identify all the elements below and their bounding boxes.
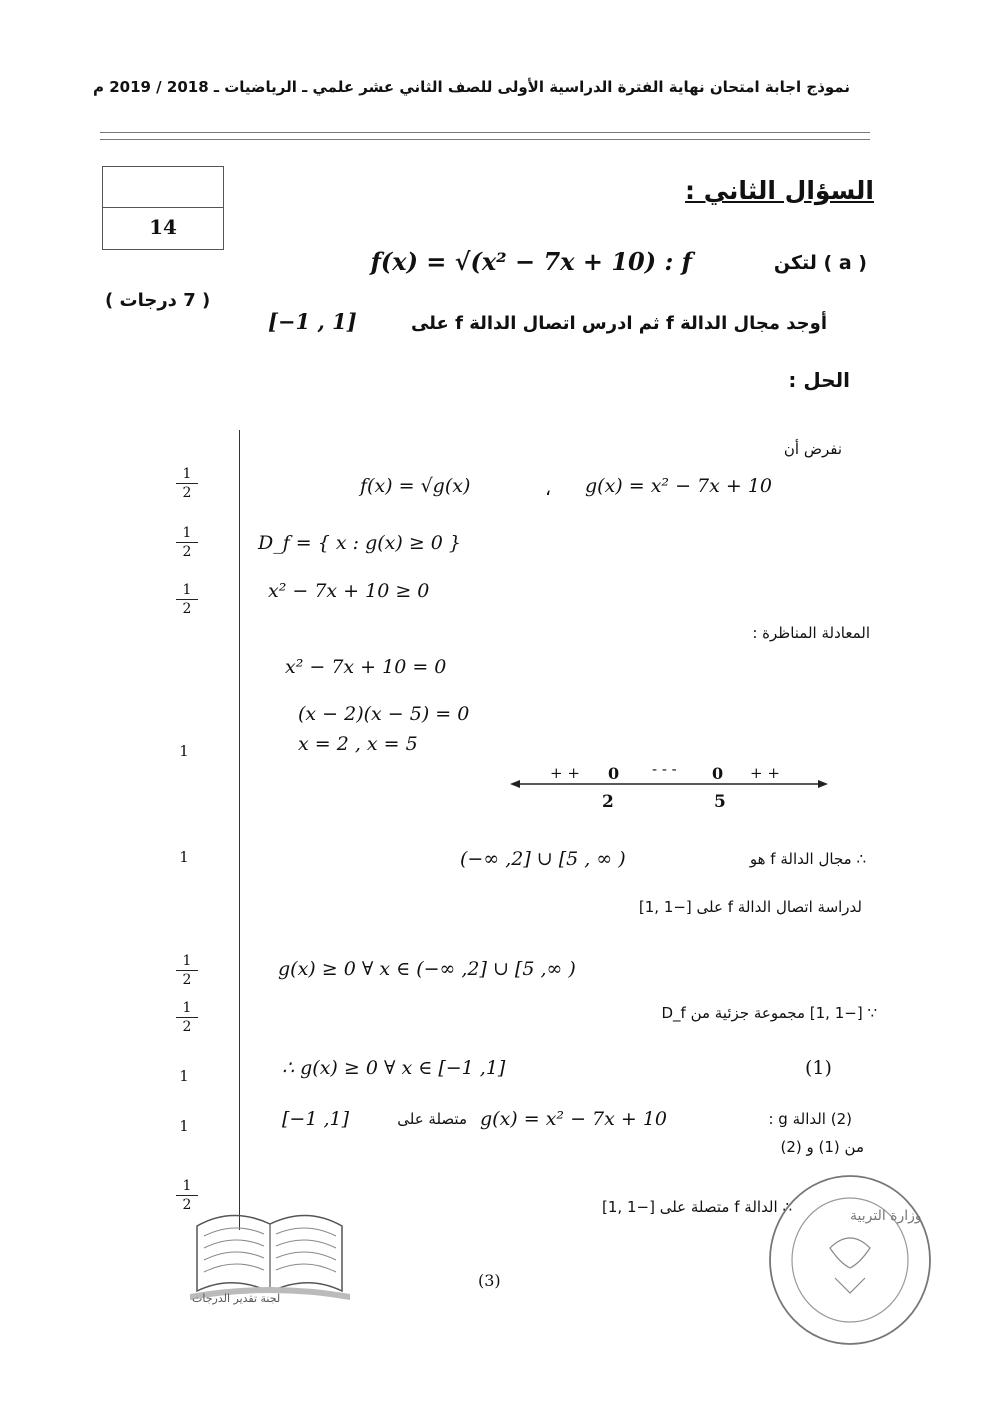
solution-line6: x = 2 , x = 5 [298,733,418,755]
solution-domain-value: (−∞ ,2] ∪ [5 , ∞ ) [460,848,626,870]
question-points: ( 7 درجات ) [105,290,211,311]
sign-zero-2: 0 [712,764,724,783]
sign-zero-1: 0 [608,764,620,783]
mark-one: 1 [179,1067,189,1085]
solution-domain-text: ∴ مجال الدالة f هو [749,850,866,868]
tick-label-5: 5 [714,792,726,812]
mark-one: 1 [179,742,189,760]
question-part-label: ( a ) لتكن [773,252,867,274]
solution-line9-label: (2) الدالة g : [768,1110,852,1128]
solution-line5: (x − 2)(x − 5) = 0 [298,703,470,725]
mark-half: 1 2 [176,1000,198,1035]
sign-left: + + [550,764,580,782]
solution-conclusion: ∴ الدالة f متصلة على [−1 ,1] [602,1198,792,1216]
page-number: (3) [478,1271,501,1290]
solution-line1-sep: ، [545,478,552,500]
mark-one: 1 [179,848,189,866]
right-stamp-text: وزارة التربية [850,1208,922,1224]
mark-one: 1 [179,1117,189,1135]
solution-line1-right: g(x) = x² − 7x + 10 [585,475,773,497]
mark-half: 1 2 [176,525,198,560]
right-stamp [760,1168,935,1348]
question-task-interval: [−1 , 1] [268,309,357,334]
header-divider [100,132,870,140]
solution-label: الحل : [788,368,850,392]
mark-box-divider [103,207,223,208]
left-stamp-text: لجنة تقدير الدرجات [192,1292,281,1305]
question-task-text: أوجد مجال الدالة f ثم ادرس اتصال الدالة f على [410,313,827,334]
mark-half: 1 2 [176,466,198,501]
sign-middle: - - - [652,760,677,778]
left-stamp [182,1196,357,1316]
mark-half: 1 2 [176,1178,198,1213]
mark-half: 1 2 [176,582,198,617]
header-title: نموذج اجابة امتحان نهاية الفترة الدراسية الأولى للصف الثاني عشر علمي ـ الرياضيات ـ 2018 / 2019 م [92,78,850,96]
ministry-seal-icon [760,1168,935,1348]
solution-line8-number: (1) [805,1057,832,1079]
solution-line9-function: g(x) = x² − 7x + 10 [480,1108,668,1130]
solution-line4: x² − 7x + 10 = 0 [285,656,447,678]
solution-line3: x² − 7x + 10 ≥ 0 [268,580,430,602]
solution-line7: g(x) ≥ 0 ∀ x ∈ (−∞ ,2] ∪ [5 ,∞ ) [278,958,576,980]
mark-box-score: 14 [149,215,177,239]
sign-right: + + [750,764,780,782]
question-title: السؤال الثاني : [685,176,874,205]
mark-box [102,166,224,250]
marks-divider-line [239,430,240,1230]
sign-number-line [510,760,830,820]
solution-line8: ∴ g(x) ≥ 0 ∀ x ∈ [−1 ,1] [282,1057,506,1079]
solution-line2: D_f = { x : g(x) ≥ 0 } [258,532,462,554]
solution-line1-left: f(x) = √g(x) [360,475,471,497]
solution-equation-label: المعادلة المناظرة : [752,624,870,642]
solution-subset-text: ∵ [−1 ,1] مجموعة جزئية من D_f [661,1004,877,1022]
tick-label-2: 2 [602,792,614,812]
solution-continuity-text: لدراسة اتصال الدالة f على [−1 ,1] [638,898,862,916]
question-formula: f(x) = √(x² − 7x + 10) : f [370,247,692,276]
solution-from-text: من (1) و (2) [780,1138,864,1156]
solution-line9-interval: [−1 ,1] [282,1108,350,1130]
solution-let-text: نفرض أن [783,440,842,458]
solution-line9-continuous: متصلة على [397,1110,467,1128]
mark-half: 1 2 [176,953,198,988]
